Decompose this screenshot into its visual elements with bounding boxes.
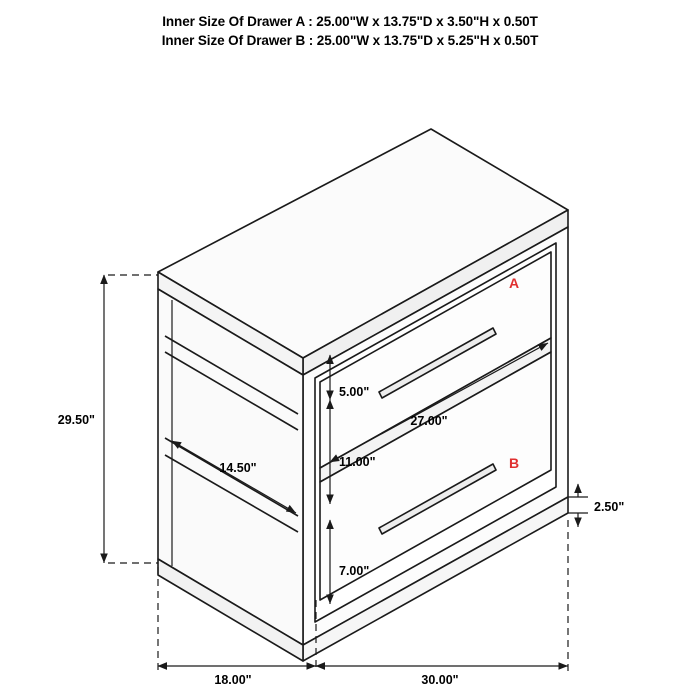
label-width: 30.00" xyxy=(421,673,459,687)
label-shelf-depth: 14.50" xyxy=(219,461,257,475)
header-line-2: Inner Size Of Drawer B : 25.00"W x 13.75"D x 5.25"H x 0.50T xyxy=(161,33,539,48)
label-opening-middle: 11.00" xyxy=(339,455,376,469)
drawer-a-label: A xyxy=(508,275,520,291)
label-opening-upper: 5.00" xyxy=(339,385,370,399)
label-overall-height: 29.50" xyxy=(57,413,95,427)
label-base-height: 2.50" xyxy=(594,500,625,514)
header-line-1: Inner Size Of Drawer A : 25.00"W x 13.75"D x 3.50"H x 0.50T xyxy=(162,14,538,29)
drawer-b-label: B xyxy=(508,455,520,471)
label-front-width: 27.00" xyxy=(410,414,448,428)
label-depth: 18.00" xyxy=(214,673,252,687)
label-opening-lower: 7.00" xyxy=(339,564,370,578)
